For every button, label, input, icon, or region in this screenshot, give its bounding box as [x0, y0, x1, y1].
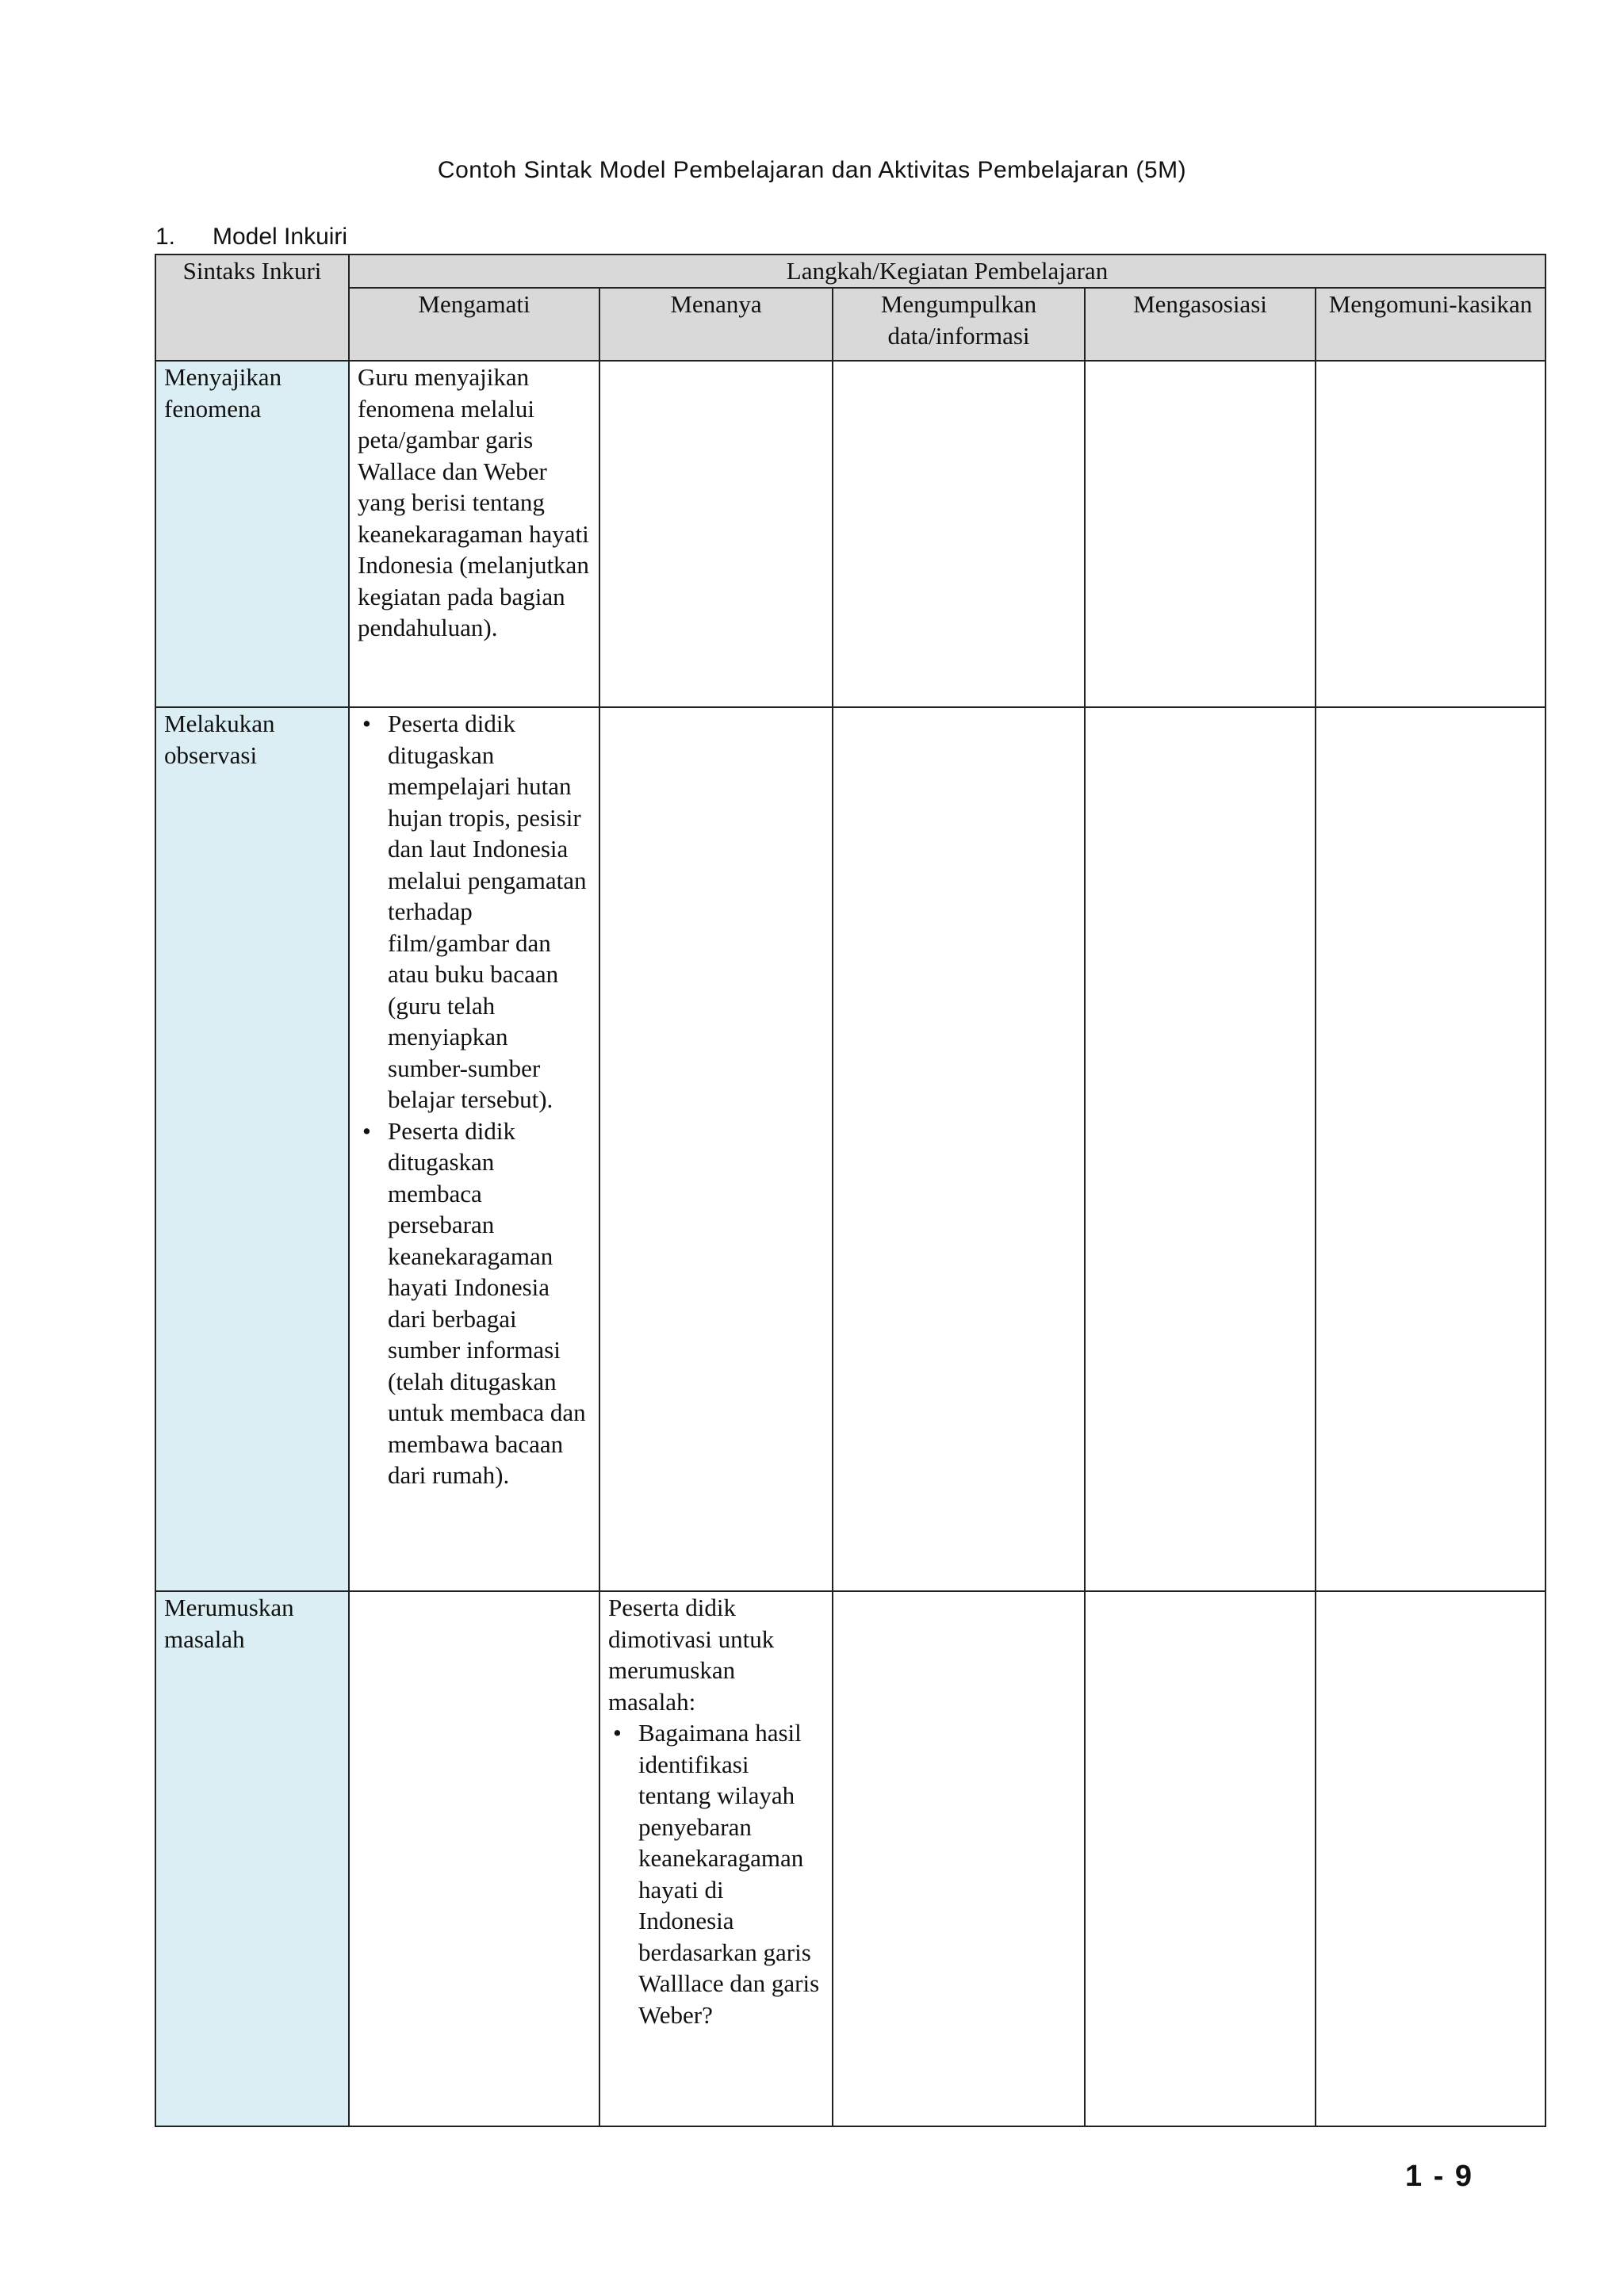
section-title: Model Inkuiri: [213, 224, 348, 250]
table-row: [155, 1591, 1545, 2126]
mengumpulkan-cell: [833, 361, 1085, 707]
list-item: • Bagaimana hasil identifikasi tentang wilayah penyebaran keanekaragaman hayati di Indonesia berdasarkan garis Walllace dan garis Weber?: [638, 1717, 824, 2030]
stage-cell: Melakukan observasi: [155, 707, 349, 1591]
menanya-cell: [599, 361, 833, 707]
column-header-row: [155, 288, 1545, 361]
mengomunikasikan-cell: [1316, 1591, 1545, 2126]
mengasosiasi-cell: [1085, 361, 1316, 707]
section-heading: [155, 224, 347, 251]
mengomunikasikan-cell: [1316, 361, 1545, 707]
bullet-list: [608, 1717, 824, 2030]
list-item: • Peserta didik ditugaskan membaca persebaran keanekaragaman hayati Indonesia dari berbagai sumber informasi (telah ditugaskan untuk membaca dan membawa bacaan dari rumah).: [388, 1115, 591, 1491]
syntax-table: [155, 254, 1546, 2127]
document-title: Contoh Sintak Model Pembelajaran dan Aktivitas Pembelajaran (5M): [437, 157, 1187, 183]
mengamati-cell: [349, 707, 599, 1591]
table-row: [155, 361, 1545, 707]
table-row: [155, 707, 1545, 1591]
menanya-cell: [599, 1591, 833, 2126]
menanya-intro: Peserta didik dimotivasi untuk merumuskan masalah:: [608, 1594, 775, 1716]
section-number: 1.: [155, 224, 176, 250]
table-header-row: [155, 254, 1545, 288]
mengumpulkan-cell: [833, 707, 1085, 1591]
list-item: • Peserta didik ditugaskan mempelajari hutan hujan tropis, pesisir dan laut Indonesia melalui pengamatan terhadap film/gambar dan atau buku bacaan (guru telah menyiapkan sumber-sumber belajar tersebut).: [388, 708, 591, 1115]
mengumpulkan-cell: [833, 1591, 1085, 2126]
stage-cell: Menyajikan fenomena: [155, 361, 349, 707]
menanya-cell: [599, 707, 833, 1591]
column-header-mengamati: Mengamati: [349, 288, 599, 361]
group-header: Langkah/Kegiatan Pembelajaran: [349, 254, 1545, 288]
mengasosiasi-cell: [1085, 707, 1316, 1591]
mengamati-cell: [349, 1591, 599, 2126]
mengasosiasi-cell: [1085, 1591, 1316, 2126]
corner-header: Sintaks Inkuri: [155, 254, 349, 361]
column-header-mengumpulkan: Mengumpulkan data/informasi: [833, 288, 1085, 361]
column-header-mengasosiasi: Mengasosiasi: [1085, 288, 1316, 361]
column-header-menanya: Menanya: [599, 288, 833, 361]
column-header-mengomunikasikan: Mengomuni-kasikan: [1316, 288, 1545, 361]
page-number: 1 - 9: [1405, 2160, 1474, 2193]
bullet-list: [358, 708, 591, 1491]
stage-cell: Merumuskan masalah: [155, 1591, 349, 2126]
mengamati-cell: Guru menyajikan fenomena melalui peta/gambar garis Wallace dan Weber yang berisi tentang keanekaragaman hayati Indonesia (melanjutkan kegiatan pada bagian pendahuluan).: [349, 361, 599, 707]
mengomunikasikan-cell: [1316, 707, 1545, 1591]
